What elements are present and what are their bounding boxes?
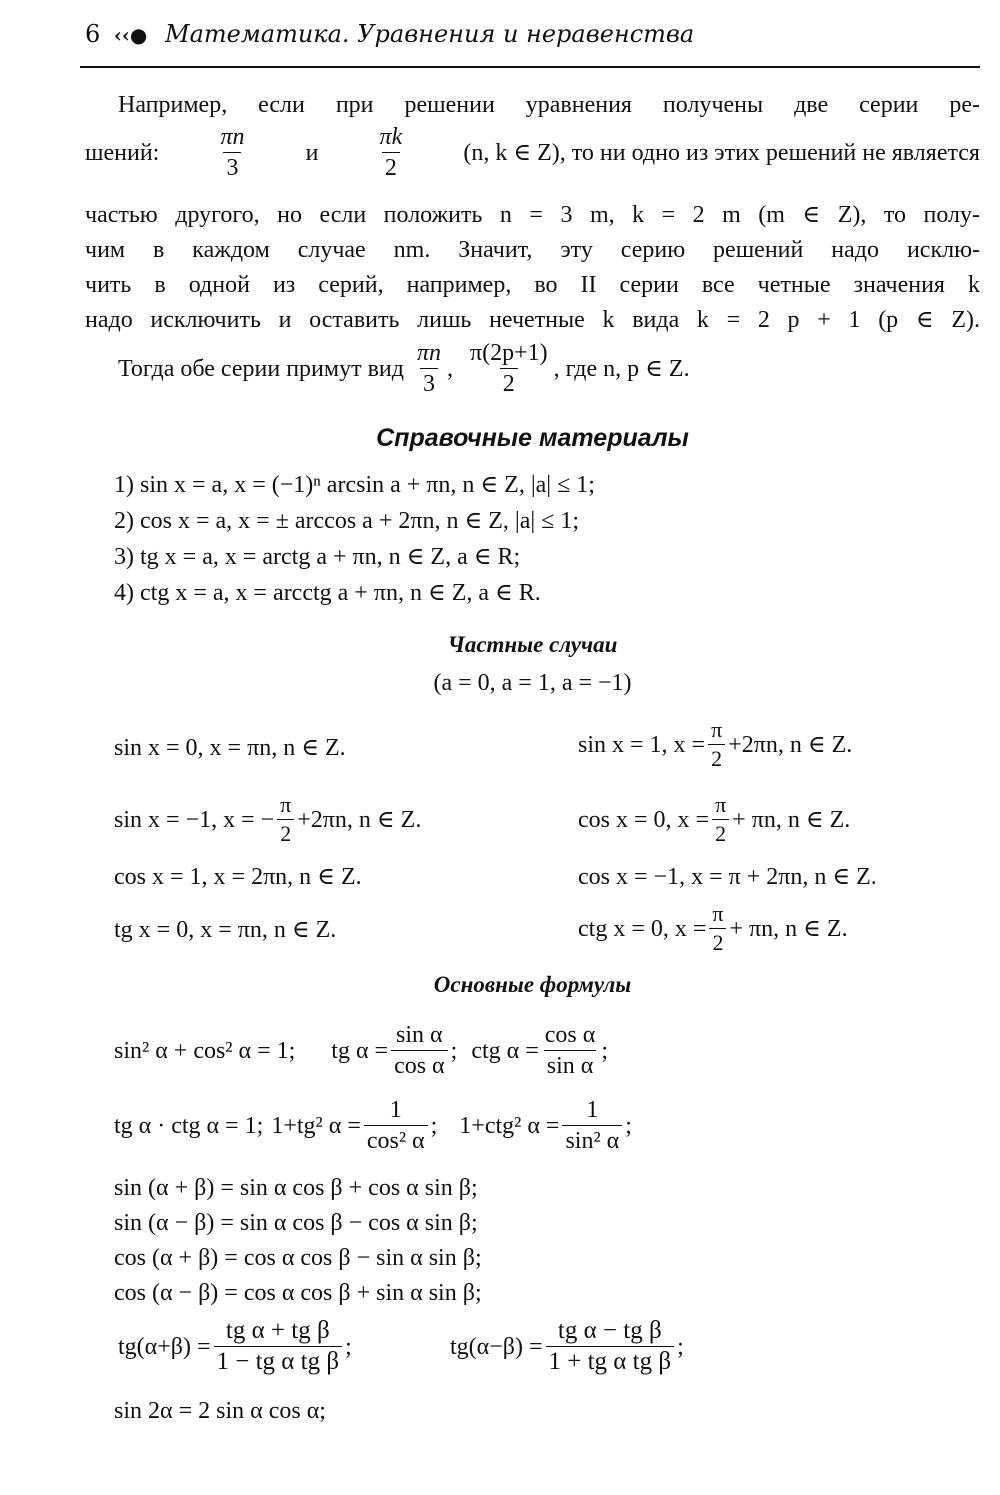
formula-sin-double: sin 2α = 2 sin α cos α;: [114, 1398, 326, 1424]
reference-item-1: 1) sin x = a, x = (−1)ⁿ arcsin a + πn, n ∈ Z, |a| ≤ 1;: [114, 472, 595, 498]
case-text: + πn, n ∈ Z.: [729, 915, 848, 942]
intro-line-5: чить в одной из серий, например, во II серии все четные значения k: [85, 272, 980, 298]
case-text: ctg x = 0, x =: [578, 915, 707, 942]
frac-den: 3: [420, 368, 438, 397]
frac-num: π(2p+1): [469, 340, 548, 366]
fraction-pi-2p1-2: [467, 340, 551, 397]
frac-num: π: [712, 901, 724, 926]
case-text: sin x = 1, x =: [578, 731, 706, 758]
formulas-heading: Основные формулы: [433, 972, 632, 997]
frac-den: cos α: [391, 1050, 448, 1079]
fraction-pi-2: [708, 718, 725, 771]
formula-sin-sum: sin (α + β) = sin α cos β + cos α sin β;: [114, 1175, 478, 1201]
fraction-pi-n-3-b: [414, 340, 444, 397]
intro-l7-comma: ,: [446, 355, 453, 382]
special-subtitle: (a = 0, a = 1, a = −1): [433, 670, 632, 696]
reference-item-2: 2) cos x = a, x = ± arccos a + 2πn, n ∈ Z, |a| ≤ 1;: [114, 508, 579, 534]
intro-line-4: чим в каждом случае nm. Значит, эту серию решений надо исклю-: [85, 237, 980, 263]
header-rule: [80, 66, 980, 68]
frac-den: sin² α: [562, 1125, 622, 1154]
frac-num: π: [280, 792, 292, 817]
intro-line-6: надо исключить и оставить лишь нечетные k вида k = 2 p + 1 (p ∈ Z).: [85, 307, 980, 333]
frac-den: cos² α: [364, 1125, 428, 1154]
formula-cos-sum: cos (α + β) = cos α cos β − sin α sin β;: [114, 1245, 482, 1271]
fraction-sin-cos: [391, 1022, 448, 1079]
frac-num: cos α: [544, 1022, 596, 1048]
case-sin-1: [578, 718, 852, 771]
formula-cos-diff: cos (α − β) = cos α cos β + sin α sin β;: [114, 1280, 482, 1306]
formula-tg-ctg: tg α · ctg α = 1;: [114, 1112, 264, 1139]
case-tg-0: tg x = 0, x = πn, n ∈ Z.: [114, 917, 337, 943]
formula-sep: ;: [450, 1037, 458, 1064]
case-cos-minus-1: cos x = −1, x = π + 2πn, n ∈ Z.: [578, 864, 877, 890]
frac-num: πn: [416, 340, 441, 366]
intro-line-3: частью другого, но если положить n = 3 m, k = 2 m (m ∈ Z), то полу-: [85, 202, 980, 228]
formula-sep: ;: [345, 1333, 352, 1360]
frac-num: π: [715, 792, 727, 817]
formula-tg-sum: [118, 1318, 352, 1375]
book-title: Математика. Уравнения и неравенства: [165, 20, 695, 48]
intro-l7-pre: Тогда обе серии примут вид: [118, 355, 404, 382]
frac-num: π: [711, 717, 723, 742]
formula-pre: 1+tg² α =: [271, 1112, 361, 1139]
fraction-pi-2: [709, 902, 726, 955]
frac-den: 2: [708, 744, 725, 771]
formula-sep: ;: [677, 1333, 684, 1360]
formula-tg-pre: tg α =: [331, 1037, 389, 1064]
fraction-1-cos2: [364, 1097, 428, 1154]
case-text: +2πn, n ∈ Z.: [728, 731, 853, 758]
formula-tg-diff: [450, 1318, 684, 1375]
header-marker-icon: ‹‹●: [113, 23, 148, 47]
frac-num: 1: [586, 1097, 599, 1123]
frac-num: πn: [220, 124, 245, 150]
intro-line-1: Например, если при решении уравнения получены две серии ре-: [118, 92, 980, 118]
intro-l2-and: и: [305, 139, 319, 166]
case-text: + πn, n ∈ Z.: [732, 806, 851, 833]
running-header: [85, 20, 694, 48]
fraction-pi-k-2: [377, 124, 406, 181]
case-text: +2πn, n ∈ Z.: [297, 806, 422, 833]
formula-sep: ;: [430, 1112, 438, 1139]
case-text: sin x = −1, x = −: [114, 806, 275, 833]
frac-num: 1: [389, 1097, 402, 1123]
formula-pre: tg(α+β) =: [118, 1333, 211, 1360]
intro-l2-post: (n, k ∈ Z), то ни одно из этих решений не является: [463, 139, 980, 166]
intro-l2-pre: шений:: [85, 139, 160, 166]
frac-den: 2: [500, 368, 518, 397]
fraction-cos-sin: [542, 1022, 599, 1079]
frac-num: tg α + tg β: [225, 1317, 330, 1344]
case-sin-minus-1: [114, 793, 421, 846]
frac-den: 1 + tg α tg β: [546, 1346, 675, 1375]
formula-pre: tg(α−β) =: [450, 1333, 543, 1360]
frac-den: 3: [223, 152, 241, 181]
special-heading: Частные случаи: [447, 632, 618, 657]
reference-item-3: 3) tg x = a, x = arctg a + πn, n ∈ Z, a ∈ R;: [114, 544, 521, 570]
frac-num: tg α − tg β: [557, 1317, 662, 1344]
case-sin-0: sin x = 0, x = πn, n ∈ Z.: [114, 735, 346, 761]
formula-ctg-pre: ctg α =: [471, 1037, 539, 1064]
formula-row-2: [114, 1097, 632, 1154]
intro-line-7: [118, 340, 690, 397]
formula-sin-diff: sin (α − β) = sin α cos β − cos α sin β;: [114, 1210, 478, 1236]
formula-pre: 1+ctg² α =: [459, 1112, 560, 1139]
fraction-pi-n-3: [217, 124, 247, 181]
formula-sep: ;: [601, 1037, 608, 1064]
frac-den: sin α: [544, 1050, 597, 1079]
frac-num: sin α: [396, 1022, 443, 1048]
fraction-pi-2: [277, 793, 294, 846]
formula-pythag: sin² α + cos² α = 1;: [114, 1037, 296, 1064]
formula-sep: ;: [625, 1112, 632, 1139]
frac-den: 2: [712, 819, 729, 846]
case-ctg-0: [578, 902, 848, 955]
frac-den: 2: [277, 819, 294, 846]
fraction-1-sin2: [562, 1097, 622, 1154]
frac-num: πk: [379, 124, 403, 150]
case-text: cos x = 0, x =: [578, 806, 710, 833]
frac-den: 1 − tg α tg β: [214, 1346, 343, 1375]
formula-row-1: [114, 1022, 608, 1079]
intro-l7-post: , где n, p ∈ Z.: [553, 355, 690, 382]
frac-den: 2: [709, 928, 726, 955]
fraction-tg-diff: [546, 1318, 675, 1375]
frac-den: 2: [382, 152, 400, 181]
fraction-pi-2: [712, 793, 729, 846]
reference-item-4: 4) ctg x = a, x = arcctg a + πn, n ∈ Z, a ∈ R.: [114, 580, 541, 606]
page-number: 6: [85, 20, 101, 48]
intro-line-2: [85, 124, 980, 181]
case-cos-0: [578, 793, 850, 846]
case-cos-1: cos x = 1, x = 2πn, n ∈ Z.: [114, 864, 362, 890]
fraction-tg-sum: [214, 1318, 343, 1375]
reference-heading: Справочные материалы: [376, 424, 689, 452]
